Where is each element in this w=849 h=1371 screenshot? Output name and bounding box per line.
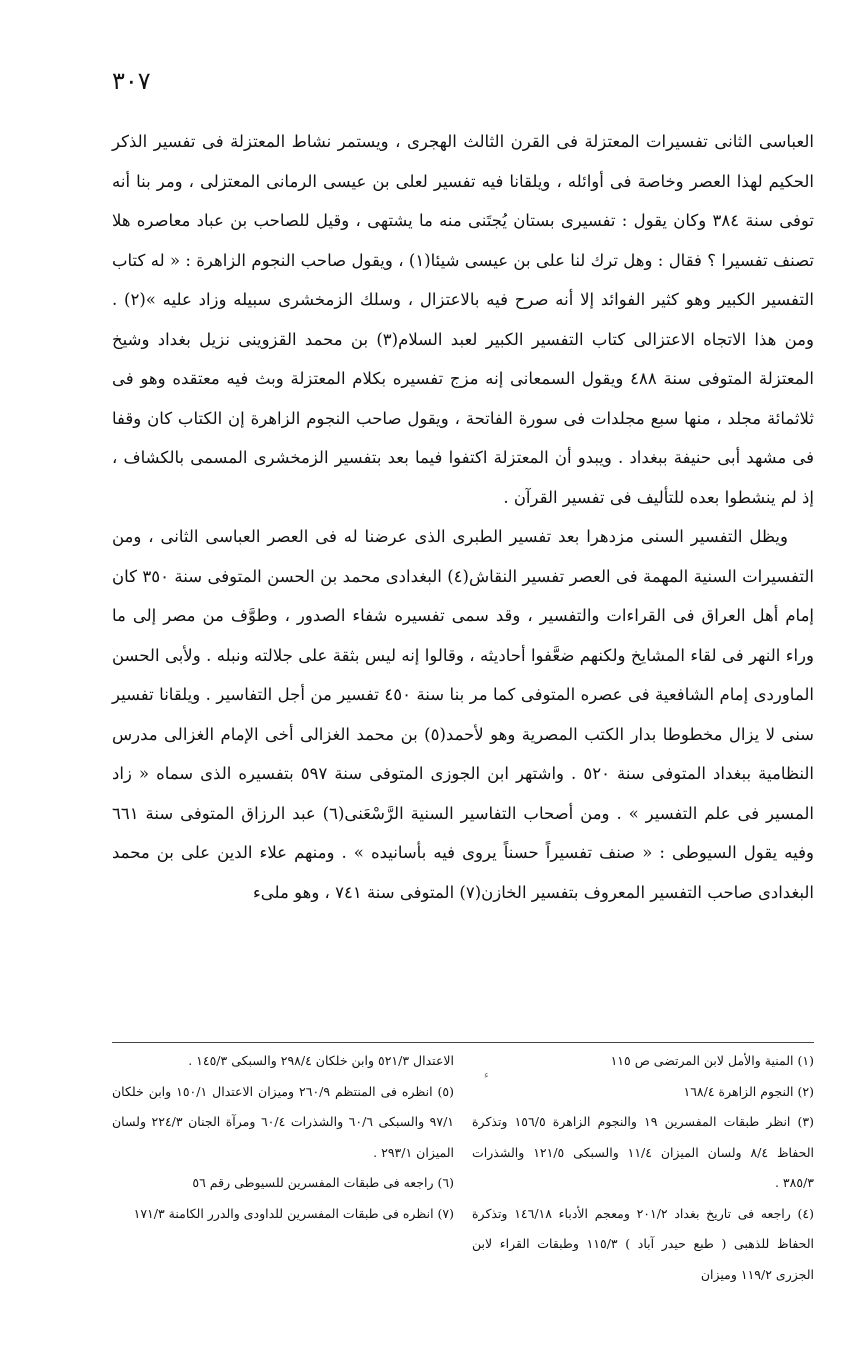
footnote-5: (٥) انظره فى المنتظم ٢٦٠/٩ وميزان الاعتدال ١٥٠/١ وابن خلكان ٩٧/١ والسبكى ٦٠/٦ والشذرات ٦٠/٤ ومرآة الجنان ٢٢٤/٣ ولسان الميزان ٢٩٣/١ . <box>112 1083 454 1160</box>
footnote-4: (٤) راجعه فى تاريخ بغداد ٢٠١/٢ ومعجم الأدباء ١٤٦/١٨ وتذكرة الحفاظ للذهبى ( طبع حيدر آباد ) ١١٥/٣ وطبقات القراء لابن الجزرى ١١٩/٢ وميزان <box>472 1205 815 1282</box>
footnote-6: (٦) راجعه فى طبقات المفسرين للسيوطى رقم ٥٦ <box>192 1175 454 1190</box>
footnote-1: (١) المنية والأمل لابن المرتضى ص ١١٥ <box>610 1053 814 1068</box>
footnote-3: (٣) انظر طبقات المفسرين ١٩ والنجوم الزاهرة ١٥٦/٥ وتذكرة الحفاظ ٨/٤ ولسان الميزان ١١/٤ والسبكى ١٢١/٥ والشذرات ٣٨٥/٣ . <box>472 1114 815 1190</box>
footnote-7: (٧) انظره فى طبقات المفسرين للداودى والدرر الكامنة ١٧١/٣ <box>133 1205 454 1221</box>
paragraph-2: ويظل التفسير السنى مزدهرا بعد تفسير الطبرى الذى عرضنا له فى العصر العباسى الثانى ، ومن التفسيرات السنية المهمة فى العصر تفسير النقاش(٤) البغدادى محمد بن الحسن المتوفى سنة ٣٥٠ كان إمام أهل العراق فى القراءات والتفسير ، وقد سمى تفسيره شفاء الصدور ، وطوَّف من مصر إلى ما وراء النهر فى لقاء المشايخ ولكنهم ضعَّفوا أحاديثه ، وقالوا إنه ليس بثقة على جلالته ونبله . ولأبى الحسن الماوردى إمام الشافعية فى عصره المتوفى كما مر بنا سنة ٤٥٠ تفسير من أجل التفاسير . ويلقانا تفسير سنى لا يزال مخطوطا بدار الكتب المصرية وهو لأحمد(٥) بن محمد الغزالى أخى الإمام الغزالى مدرس النظامية ببغداد المتوفى سنة ٥٢٠ . واشتهر ابن الجوزى المتوفى سنة ٥٩٧ بتفسيره الذى سماه « زاد المسير فى علم التفسير » . ومن أصحاب التفاسير السنية الرَّسْعَنى(٦) عبد الرزاق المتوفى سنة ٦٦١ وفيه يقول السيوطى : « صنف تفسيراً حسناً يروى فيه بأسانيده » . ومنهم علاء الدين على بن محمد البغدادى صاحب التفسير المعروف بتفسير الخازن(٧) المتوفى سنة ٧٤١ ، وهو ملىء <box>112 527 814 902</box>
column-continuation-mark: ء <box>484 1070 489 1081</box>
footnote-4-continued: الاعتدال ٥٢١/٣ وابن خلكان ٢٩٨/٤ والسبكى ١٤٥/٣ . <box>188 1053 454 1068</box>
paragraph-1: العباسى الثانى تفسيرات المعتزلة فى القرن الثالث الهجرى ، ويستمر نشاط المعتزلة فى تفسير الذكر الحكيم لهذا العصر وخاصة فى أوائله ، ويلقانا فيه تفسير لعلى بن عيسى الرمانى المعتزلى ، ومر بنا أنه توفى سنة ٣٨٤ وكان يقول : تفسيرى بستان يُجتَنى منه ما يشتهى ، وقيل للصاحب بن عباد معاصره هلا تصنف تفسيرا ؟ فقال : وهل ترك لنا على بن عيسى شيئا(١) ، ويقول صاحب النجوم الزاهرة : « له كتاب التفسير الكبير وهو كثير الفوائد إلا أنه صرح فيه بالاعتزال ، وسلك الزمخشرى سبيله وزاد عليه »(٢) . ومن هذا الاتجاه الاعتزالى كتاب التفسير الكبير لعبد السلام(٣) بن محمد القزوينى نزيل بغداد وشيخ المعتزلة المتوفى سنة ٤٨٨ ويقول السمعانى إنه مزج تفسيره بكلام المعتزلة وبث فيه معتقده وهو فى ثلاثمائة مجلد ، منها سبع مجلدات فى سورة الفاتحة ، ويقول صاحب النجوم الزاهرة إن الكتاب كان وقفا فى مشهد أبى حنيفة ببغداد . ويبدو أن المعتزلة اكتفوا فيما بعد بتفسير الزمخشرى المسمى بالكشاف ، إذ لم ينشطوا بعده للتأليف فى تفسير القرآن . <box>112 132 814 507</box>
footnote-2: (٢) النجوم الزاهرة ١٦٨/٤ <box>683 1083 814 1099</box>
page-number: ٣٠٧ <box>112 67 151 95</box>
footnotes-left-column <box>112 1046 454 1229</box>
main-text <box>112 122 814 912</box>
footnote-divider <box>112 1042 814 1043</box>
footnotes-right-column <box>472 1046 814 1290</box>
footnotes <box>112 1046 815 1282</box>
